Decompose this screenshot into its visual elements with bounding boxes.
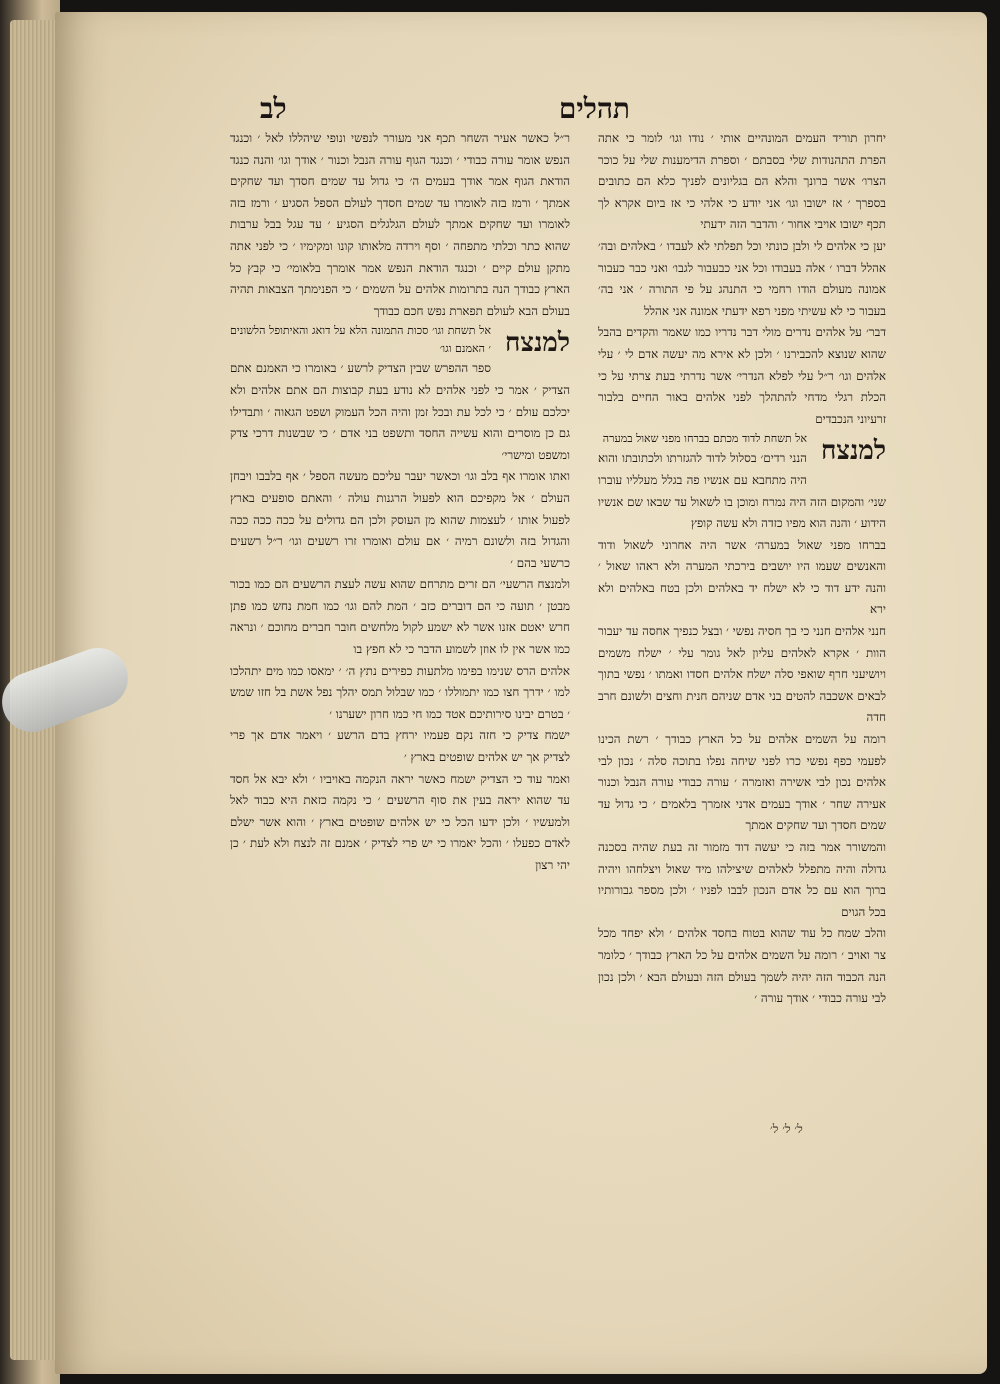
commentary-paragraph: והלב שמח כל עוד שהוא בטוח בחסד אלהים ׳ ולא יפחד מכל צר ואויב ׳ רומה על השמים אלהים על כל הארץ כבודך ׳ כלומר הנה הכבוד הזה יהיה לשמך בעולם הזה ובעולם הבא ׳ ולכן נכון לבי עורה כבודי ׳ אודך עורה ׳: [598, 926, 886, 1006]
commentary-paragraph: רומה על השמים אלהים על כל הארץ כבודך ׳ רשת הכינו לפעמי כפף נפשי כרו לפני שיחה נפלו בתוכה סלה ׳ נכון לבי אלהים נכון לבי אשירה ואזמרה ׳ עורה כבודי עורה הנבל וכנור אעירה שחר ׳ אודך בעמים אדני אזמרך בלאמים ׳ כי גדול עד שמים חסדך ועד שחקים אמתך: [598, 732, 886, 833]
commentary-paragraph: ר״ל כאשר אעיר השחר תכף אני מעורר לנפשי ונופי שיהללו לאל ׳ וכנגד הנפש אומר עורה כבודי ׳ וכנגד הגוף עורה הנבל וכנור ׳ אודך וגו׳ והנה כנגד הודאת הגוף אמר אודך בעמים ה׳ כי גדול עד שמים חסדך ועד שחקים אמתך ׳ ורמז בזה לאומרו עד שמים חסדך לעולם הספל הסגיע ׳ ורמז בזה לאומרו ועד שחקים אמתך לעולם הגלגלים הסגיע ׳ עד עגל בבל ערבות שהוא כתר וכלתי מתפחה ׳ וסף וירדה מלאותו קונו ומקימיו ׳ כי לפני אתה מתקן עולם קיים ׳ וכנגד הודאת הנפש אמר אומרך בלאומי׳ כי קבץ כל הארץ כבודך הנה בתרומות אלהים על השמים ׳ כי הפנימתך הצבאות תהיה בעולם הבא לעולם תפארת נפש חכם כבודך: [230, 131, 570, 318]
commentary-paragraph: ואתו אומרו אף בלב וגו׳ וכאשר יעבר עליכם מעשה הספל ׳ אף בלבבו ויבחן העולם ׳ אל מקפיכם הוא לפעול הרגנות עולה ׳ והאתם סופעים בארץ לפעול אותו ׳ לעצמות שהוא מן העוסק ולכן הם גדולים על ככה ככה ככה והגדול בזה ולשונם רמיה ׳ אם עולם ואומרו זרו רשעים וגו׳ ר״ל רשעים כרשעי בהם ׳: [230, 469, 570, 570]
commentary-paragraph: אלהים הרס שנימו בפימו מלתעות כפירים נתץ ה׳ ׳ ימאסו כמו מים יתהלכו למו ׳ ידרך חצו כמו יתמוללו ׳ כמו שבלול תמס יהלך נפל אשת בל חזו שמש ׳ בטרם יבינו סירותיכם אטד כמו חי כמו חרון ישערנו ׳: [230, 663, 570, 721]
running-header: [260, 92, 880, 132]
section-heading-lamnatseach: למנצח: [820, 436, 886, 467]
running-title: תהלים: [558, 92, 630, 125]
commentary-paragraph: ישמח צדיק כי חזה נקם פעמיו ירחץ בדם הרשע ׳ ויאמר אדם אך פרי לצדיק אך יש אלהים שופטים בארץ ׳: [230, 728, 570, 765]
folio-number: לב: [260, 92, 287, 125]
commentary-paragraph: יחרון תוריד העמים המונהיים אותי ׳ נודו וגו׳ לומר כי אתה הפרת התהנודות שלי בסבתם ׳ וספרת הדימענות שלי על כוכר הצרו׳ אשר ברונך והלא הם בגליונים לפניך כלא הם כתובים בספרך ׳ אז ישובו וגו׳ אני יודע כי אלהי כי אז ביום אקרא לך תכף ישובו אויבי אחור ׳ והדבר הזה ידעתי: [598, 131, 886, 232]
psalm-heading: אל תשחת לדוד מכתם בברחו מפני שאול במערה: [602, 432, 807, 446]
commentary-paragraph: והמשורר אמר בזה כי יעשה דוד מזמור זה בעת שהיה בסכנה גדולה והיה מתפלל לאלהים שיצילהו מיד שאול ויצלחהו ויהיה ברוך הוא עם כל אדם הנכון לבבו לפניו ׳ ולכן מספר גבורותיו בכל הגוים: [598, 840, 886, 919]
commentary-paragraph: בברחו מפני שאול במערה׳ אשר היה אחרוני לשאול ודוד והאנשים שעמו היו יושבים בירכתי המערה ולא ראהו שאול ׳ והנה ידע דוד כי לא ישלח יד באלהים ולכן בטח באלהים ולא ירא: [598, 537, 886, 617]
commentary-paragraph: חנני אלהים חנני כי בך חסיה נפשי ׳ ובצל כנפיך אחסה עד יעבור הוות ׳ אקרא לאלהים עליון לאל גומר עלי ׳ ישלח משמים ויושיעני חרף שואפי סלה ישלח אלהים חסדו ואמתו ׳ נפשי בתוך לבאים אשכבה להטים בני אדם שניהם חנית וחצים ולשונם חרב חדה: [598, 624, 886, 725]
psalm-heading: אל תשחת וגו׳ סכות התמונה הלא על דואג והאיתופל הלשונים ׳ האמנם וגו׳: [230, 324, 491, 356]
left-text-column: [230, 128, 570, 1118]
commentary-paragraph: הנני רדים׳ בסלול לדוד להגזרתו ולכתובתו והוא היה מתחבא עם אנשיו פה בגלל מעלליו עוברו שני׳ והמקום הזה היה נמרח ומוכן בו לשאול עד שבאו שם אנשיו הידוע ׳ והנה הוא מפיו כזדה ולא עשה קופץ: [598, 451, 886, 531]
commentary-paragraph: דבר׳ על אלהים נדרים מולי דבר נדריו כמו שאמר והקדים בהבל שהוא שנוצא להכבירנו ׳ ולכן לא אירא מה יעשה אדם לי ׳ עלי אלהים וגו׳ ר״ל עלי לפלא הנדרי׳ אשר נדרתי בעת צרתי על כי הכלת רגלי מדחי להתהלך לפני אלהים באור החיים בלבור זרעיוני הנכבדים: [598, 325, 886, 426]
commentary-paragraph: ספר ההפרש שבין הצדיק לרשע ׳ באומרו כי האמנם אתם הצדיק ׳ אמר כי לפני אלהים לא נודע בעת קבוצות הם אתם אלהים ולא יכלכם עולם ׳ כי לכל עת ובכל זמן והיה הכל העמוק ושפט הגאוה ׳ ותבדילו גם כן מוסרים והוא עשייה החסד ותשפט בני אדם ׳ כי שבשנות דרכי צדק ומשפט ומישרי׳: [230, 361, 570, 462]
commentary-paragraph: ולמנצח הרשעי׳ הם זרים מתרחם שהוא עשה לעצת הרשעים הם כמו בכור מבטן ׳ תועה כי הם דוברים כזב ׳ המת להם וגו׳ כמו חמת נחש כמו פתן חרש יאטם אזנו אשר לא ישמע לקול מלחשים חובר חברים מחוכם ׳ ונראה כמו אשר אין לו אוזן לשמוע הדבר כי לא חפץ בו: [230, 577, 570, 657]
catchword: ל׳ ל׳ ל׳: [770, 1122, 803, 1136]
right-text-column: [598, 128, 886, 1128]
commentary-paragraph: ואמר עוד כי הצדיק ישמח כאשר יראה הנקמה באויביו ׳ ולא יבא אל חסד עד שהוא יראה בעין את סוף הרשעים ׳ כי נקמה כזאת היא כבוד לאל ולמעשיו ׳ ולכן ידעו הכל כי יש אלהים שופטים בארץ ׳ והוא אשר ישלם לאדם כפעלו ׳ והכל יאמרו כי יש פרי לצדיק ׳ אמנם זה לנצח ולא לעת ׳ כן יהי רצון: [230, 771, 570, 872]
section-heading-lamnatseach: למנצח: [504, 328, 570, 359]
commentary-paragraph: יען כי אלהים לי ולבן כונתי וכל תפלתי לא לעבדו ׳ באלהים ובה׳ אהלל דברו ׳ אלה בעבודו וכל אני כבעבור לגבו׳ ואני כבר כעבור אמונה מעולם הודו רחמי כי התנהג על פי התורה ׳ אני בה׳ בעבור כי לא עשיתי מפני רפא ידעתי אמונה אני אהלל: [598, 238, 886, 318]
